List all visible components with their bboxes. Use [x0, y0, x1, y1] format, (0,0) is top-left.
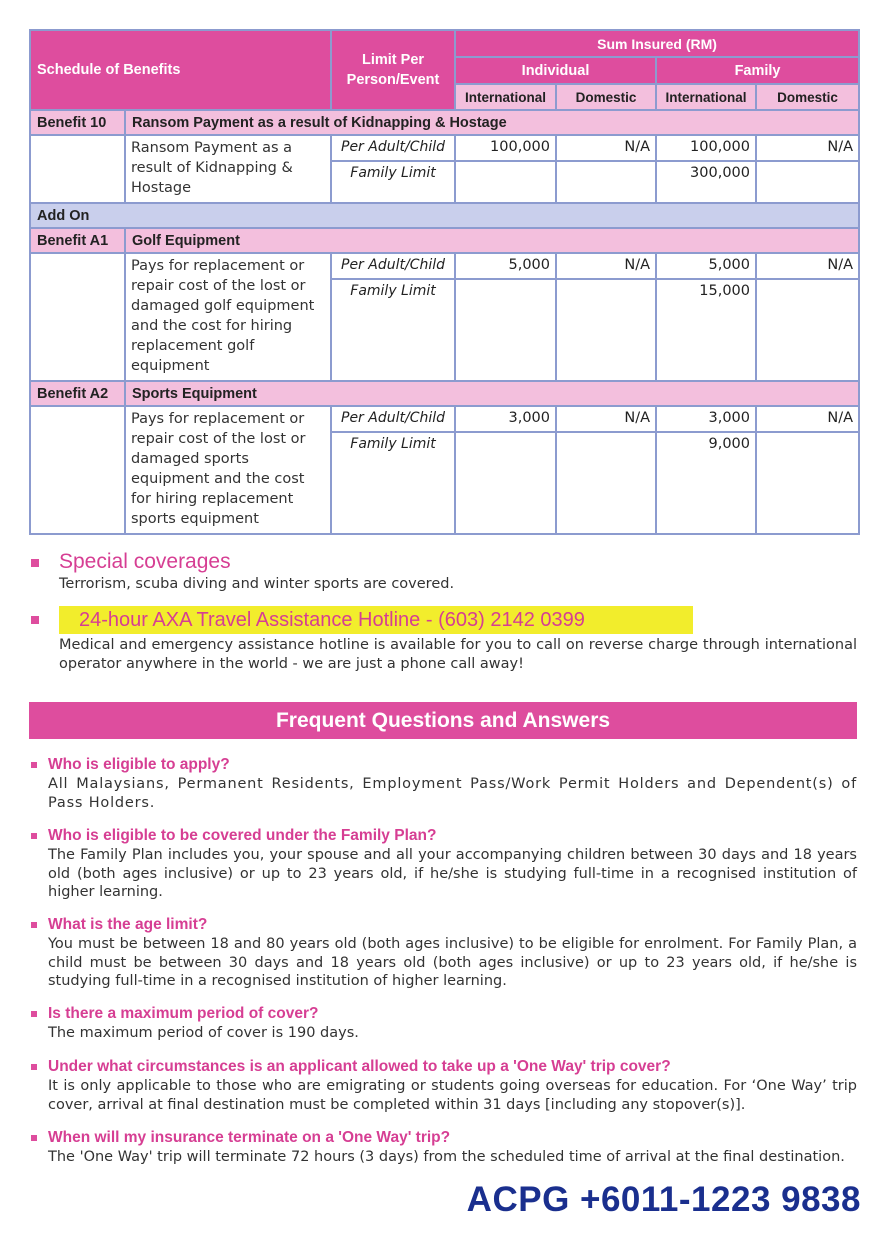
- bullet-square-icon: [31, 922, 37, 928]
- benefit-a1-section-row: [30, 228, 859, 253]
- faq-question: Is there a maximum period of cover?: [48, 1005, 319, 1022]
- benefit-code: Benefit 10: [30, 110, 125, 135]
- benefit-a2-section-row: [30, 381, 859, 406]
- benefit-description: Pays for replacement or repair cost of the lost or damaged sports equipment and the cost for hiring replacement sports equipment: [125, 406, 331, 534]
- faq-answer: It is only applicable to those who are emigrating or students going overseas for education. For ‘One Way’ trip cover, arrival at final destination must be completed within 31 days [including any stopover(s)].: [48, 1078, 857, 1113]
- benefit-a1-detail-row: [30, 253, 859, 381]
- amount-cell: 5,000: [456, 254, 555, 280]
- limit-header: Limit Per Person/Event: [331, 30, 455, 110]
- amount-cell: 300,000: [690, 165, 751, 181]
- benefit-title: Ransom Payment as a result of Kidnapping & Hostage: [125, 110, 859, 135]
- faq-item: [48, 755, 857, 812]
- limit-label: Family Limit: [350, 283, 436, 299]
- benefit-a2-detail-row: [30, 406, 859, 534]
- faq-question: Who is eligible to be covered under the Family Plan?: [48, 827, 437, 844]
- faq-item: [48, 1004, 857, 1043]
- amount-cell: 15,000: [699, 283, 751, 299]
- faq-question: Who is eligible to apply?: [48, 756, 230, 773]
- amount-cell: 3,000: [456, 407, 555, 433]
- amount-cell: [757, 280, 858, 304]
- amount-cell: [456, 162, 555, 186]
- faq-answer: You must be between 18 and 80 years old (both ages inclusive) to be eligible for enrolment. For Family Plan, a child must be between 30 days and 18 years old (both ages inclusive) or up to 23 years old, if he/she is studying full-time in a recognised institution of higher learning.: [48, 936, 857, 989]
- benefit-description: Pays for replacement or repair cost of the lost or damaged golf equipment and the cost for hiring replacement golf equipment: [125, 253, 331, 381]
- amount-cell: [557, 162, 655, 186]
- amount-cell: [757, 162, 858, 186]
- faq-item: [48, 1128, 857, 1167]
- faq-answer: The 'One Way' trip will terminate 72 hours (3 days) from the scheduled time of arrival at the final destination.: [48, 1149, 845, 1165]
- amount-cell: N/A: [757, 407, 858, 433]
- family-header: Family: [656, 57, 859, 84]
- faq-answer: The Family Plan includes you, your spouse and all your accompanying children between 30 days and 18 years old (both ages inclusive) or up to 23 years old, if he/she is studying full-time in a recognised institution of higher learning.: [48, 847, 857, 900]
- amount-cell: [456, 280, 555, 304]
- benefit-code: Benefit A1: [30, 228, 125, 253]
- special-coverages-title: Special coverages: [59, 550, 231, 573]
- special-coverages-text: Terrorism, scuba diving and winter sports are covered.: [59, 576, 455, 592]
- amount-cell: [757, 433, 858, 457]
- benefit-description: Ransom Payment as a result of Kidnapping & Hostage: [125, 135, 331, 203]
- benefit-10-detail-row: [30, 135, 859, 203]
- benefit-10-section-row: [30, 110, 859, 135]
- contact-number: ACPG +6011-1223 9838: [466, 1180, 861, 1219]
- family-international-header: International: [656, 84, 756, 110]
- bullet-square-icon: [31, 1064, 37, 1070]
- amount-cell: 9,000: [708, 436, 751, 452]
- add-on-label: Add On: [30, 203, 859, 228]
- faq-answer: All Malaysians, Permanent Residents, Employment Pass/Work Permit Holders and Dependent(s) of Pass Holders.: [48, 776, 857, 811]
- hotline-text: Medical and emergency assistance hotline is available for you to call on reverse charge through international operator anywhere in the world - we are just a phone call away!: [59, 637, 857, 672]
- amount-cell: N/A: [557, 136, 655, 162]
- limit-label: Per Adult/Child: [332, 254, 454, 280]
- faq-item: [48, 1057, 857, 1114]
- faq-question: Under what circumstances is an applicant allowed to take up a 'One Way' trip cover?: [48, 1058, 671, 1075]
- amount-cell: 5,000: [657, 254, 755, 280]
- limit-label: Family Limit: [350, 165, 436, 181]
- benefits-table: [29, 29, 860, 535]
- amount-cell: 100,000: [456, 136, 555, 162]
- amount-cell: N/A: [757, 254, 858, 280]
- amount-cell: N/A: [557, 407, 655, 433]
- amount-cell: N/A: [557, 254, 655, 280]
- faq-title: Frequent Questions and Answers: [29, 702, 857, 739]
- benefit-code: Benefit A2: [30, 381, 125, 406]
- individual-international-header: International: [455, 84, 556, 110]
- faq-question: When will my insurance terminate on a 'One Way' trip?: [48, 1129, 451, 1146]
- family-domestic-header: Domestic: [756, 84, 859, 110]
- add-on-row: [30, 203, 859, 228]
- amount-cell: 100,000: [657, 136, 755, 162]
- faq-answer: The maximum period of cover is 190 days.: [48, 1025, 359, 1041]
- limit-label: Per Adult/Child: [332, 407, 454, 433]
- individual-header: Individual: [455, 57, 656, 84]
- bullet-square-icon: [31, 1135, 37, 1141]
- bullet-square-icon: [31, 559, 39, 567]
- limit-label: Family Limit: [350, 436, 436, 452]
- schedule-header: Schedule of Benefits: [30, 30, 331, 110]
- benefit-title: Golf Equipment: [125, 228, 859, 253]
- faq-question: What is the age limit?: [48, 916, 208, 933]
- benefit-title: Sports Equipment: [125, 381, 859, 406]
- amount-cell: [557, 433, 655, 457]
- bullet-square-icon: [31, 762, 37, 768]
- amount-cell: 3,000: [657, 407, 755, 433]
- hotline-banner: 24-hour AXA Travel Assistance Hotline - (603) 2142 0399: [59, 606, 693, 634]
- bullet-square-icon: [31, 1011, 37, 1017]
- amount-cell: [456, 433, 555, 457]
- faq-item: [48, 915, 857, 991]
- bullet-square-icon: [31, 833, 37, 839]
- individual-domestic-header: Domestic: [556, 84, 656, 110]
- amount-cell: [557, 280, 655, 304]
- sum-insured-header: Sum Insured (RM): [455, 30, 859, 57]
- bullet-square-icon: [31, 616, 39, 624]
- limit-label: Per Adult/Child: [332, 136, 454, 162]
- faq-item: [48, 826, 857, 902]
- amount-cell: N/A: [757, 136, 858, 162]
